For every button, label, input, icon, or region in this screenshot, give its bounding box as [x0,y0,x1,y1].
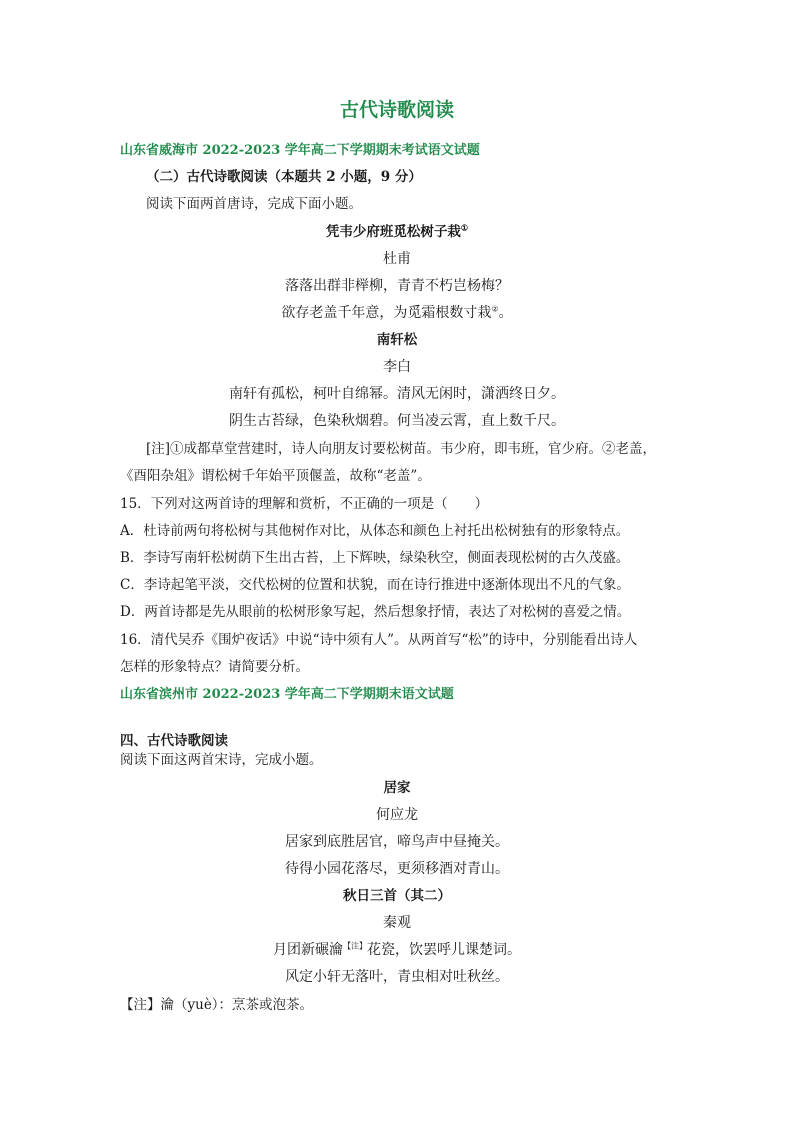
question-16: 16．清代吴乔《围炉夜话》中说“诗中须有人”。从两首写“松”的诗中，分别能看出诗人 [120,632,638,648]
section-heading-poetry: （二）古代诗歌阅读（本题共 2 小题，9 分） [146,169,422,185]
poem-title-qiuri: 秋日三首（其二） [343,888,451,904]
poem-title-jujia: 居家 [383,780,411,796]
annotation-line: 《酉阳杂俎》谓松树千年始平顶偃盖，故称“老盖”。 [120,468,431,484]
poem-author-dufu: 杜甫 [383,251,411,267]
poem-line: 月团新碾瀹$^{【注】}$花瓷，饮罢呼儿课楚词。 [273,941,521,958]
instruction-text: 阅读下面两首唐诗，完成下面小题。 [146,196,362,212]
footnote-mark: ① [460,222,469,233]
page-title: 古代诗歌阅读 [339,99,454,121]
annotation-line: 【注】瀹（yuè）：烹茶或泡茶。 [120,997,314,1013]
poem-line: 南轩有孤松，柯叶自绵幂。清风无闲时，潇洒终日夕。 [229,386,565,402]
source-line-weihai: 山东省威海市 2022-2023 学年高二下学期期末考试语文试题 [120,143,480,158]
option-a: A．杜诗前两句将松树与其他树作对比，从体态和颜色上衬托出松树独有的形象特点。 [120,523,630,539]
poem-title-libai: 南轩松 [376,332,418,348]
section-heading-poetry-2: 四、古代诗歌阅读 [120,733,228,749]
poem-line: 欲存老盖千年意，为觅霜根数寸栽②。 [281,304,513,321]
option-c: C．李诗起笔平淡，交代松树的位置和状貌，而在诗行推进中逐渐体现出不凡的气象。 [120,577,630,593]
poem-line: 待得小园花落尽，更须移酒对青山。 [285,861,509,877]
footnote-mark: ② [491,304,499,314]
poem-title-dufu: 凭韦少府班觅松树子栽① [325,222,469,240]
question-16-cont: 怎样的形象特点？请简要分析。 [120,659,309,675]
poem-author-qinguan: 秦观 [383,915,411,931]
poem-author-libai: 李白 [383,359,411,375]
poem-line: 风定小轩无落叶，青虫相对吐秋丝。 [285,969,509,985]
annotation-line: [注]①成都草堂营建时，诗人向朋友讨要松树苗。韦少府，即韦班，官少府。②老盖， [146,441,657,457]
poem-line: 阴生古苔绿，色染秋烟碧。何当凌云霄，直上数千尺。 [229,413,565,429]
footnote-mark: 【注】 [343,941,367,951]
instruction-text: 阅读下面这两首宋诗，完成小题。 [120,752,323,768]
question-15: 15．下列对这两首诗的理解和赏析，不正确的一项是（ ） [120,496,489,512]
poem-author-heyinglong: 何应龙 [376,807,418,823]
poem-line: 落落出群非榉柳，青青不朽岂杨梅？ [285,278,509,294]
poem-line: 居家到底胜居官，啼鸟声中昼掩关。 [285,834,509,850]
option-d: D．两首诗都是先从眼前的松树形象写起，然后想象抒情，表达了对松树的喜爱之情。 [120,604,631,620]
option-b: B．李诗写南轩松树荫下生出古苔，上下辉映，绿染秋空，侧面表现松树的古久茂盛。 [120,550,630,566]
source-line-binzhou: 山东省滨州市 2022-2023 学年高二下学期期末语文试题 [120,687,454,702]
